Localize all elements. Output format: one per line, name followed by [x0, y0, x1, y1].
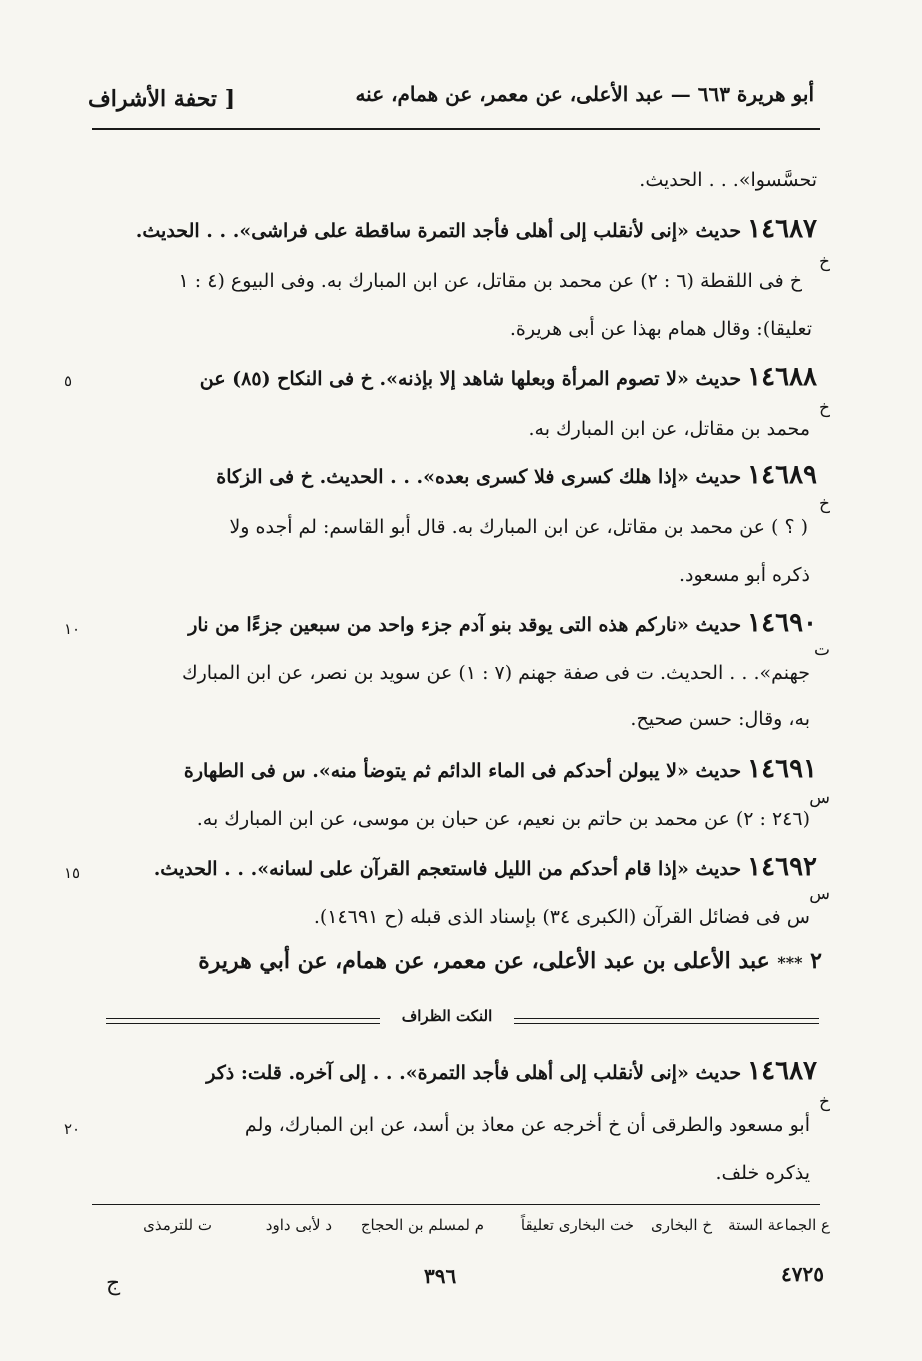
hadith-number: ١٤٦٩٢	[747, 852, 817, 882]
hadith-14687-line-2: خ فى اللقطة (٦ : ٢) عن محمد بن مقاتل، عن ابن المبارك به. وفى البيوع (٤ : ١	[178, 270, 802, 292]
hadith-14692-line-1	[154, 852, 817, 884]
hadith-14689-line-2: ( ؟ ) عن محمد بن مقاتل، عن ابن المبارك به. قال أبو القاسم: لم أجده ولا	[229, 516, 808, 538]
hadith-14690-line-2: جهنم». . . الحديث. ت فى صفة جهنم (٧ : ١) عن سويد بن نصر، عن ابن المبارك	[181, 662, 810, 684]
hadith-text: حديث «إذا هلك كسرى فلا كسرى بعده». . . الحديث. خ فى الزكاة	[216, 466, 742, 488]
source-siglum: خ	[819, 1092, 830, 1112]
source-siglum: خ	[819, 398, 830, 418]
nukat-line-2: أبو مسعود والطرقى أن خ أخرجه عن معاذ بن أسد، عن ابن المبارك، ولم	[244, 1114, 810, 1136]
hadith-14691-line-1	[184, 754, 817, 786]
nukat-label: النكت الظراف	[401, 1007, 493, 1025]
hadith-14687-line-3: تعليقا): وقال همام بهذا عن أبى هريرة.	[509, 318, 812, 340]
hadith-14689-line-1	[216, 460, 817, 492]
footnote-rule	[92, 1204, 820, 1205]
hadith-14687-line-1	[136, 214, 817, 246]
hadith-text: حديث «ناركم هذه التى يوقد بنو آدم جزء واحد من سبعين جزءًا من نار	[188, 614, 742, 636]
hadith-text: حديث «لا يبولن أحدكم فى الماء الدائم ثم يتوضأ منه». س فى الطهارة	[183, 760, 742, 782]
margin-line-number: ١٠	[64, 620, 81, 638]
source-siglum: س	[809, 884, 830, 904]
hadith-number: ١٤٦٨٧	[747, 214, 817, 244]
hadith-14688-line-1	[200, 362, 817, 394]
nukat-line-1	[206, 1056, 817, 1088]
page-number: ٣٩٦	[424, 1264, 457, 1288]
hadith-14690-line-3: به، وقال: حسن صحيح.	[630, 708, 810, 730]
source-siglum: خ	[819, 494, 830, 514]
hadith-14690-line-1	[188, 608, 817, 640]
hadith-number: ١٤٦٩١	[747, 754, 817, 784]
hadith-text: حديث «إنى لأنقلب إلى أهلى فأجد التمرة ساقطة على فراشى». . . الحديث.	[135, 220, 742, 242]
section-heading	[198, 948, 822, 974]
signature-mark: ج	[106, 1271, 121, 1296]
nukat-line-3: يذكره خلف.	[715, 1162, 810, 1184]
margin-line-number: ١٥	[64, 864, 81, 882]
section-number: ٢	[810, 948, 822, 974]
abbreviation: م لمسلم بن الحجاج	[360, 1216, 484, 1234]
divider-left	[106, 1018, 380, 1024]
section-stars: ***	[777, 953, 803, 972]
hadith-number: ١٤٦٨٧	[747, 1056, 817, 1086]
hadith-number: ١٤٦٩٠	[747, 608, 817, 638]
hadith-14688-line-2: محمد بن مقاتل، عن ابن المبارك به.	[528, 418, 810, 440]
book-title: [ تحفة الأشراف	[88, 86, 236, 112]
header-rule	[92, 128, 820, 130]
running-title: أبو هريرة ٦٦٣ — عبد الأعلى، عن معمر، عن همام، عنه	[355, 82, 814, 106]
hadith-text: حديث «لا تصوم المرأة وبعلها شاهد إلا بإذنه». خ فى النكاح (٨٥) عن	[199, 368, 742, 390]
hadith-number: ١٤٦٨٨	[747, 362, 817, 392]
abbreviation: ت للترمذى	[143, 1216, 212, 1234]
source-siglum: س	[809, 788, 830, 808]
hadith-text: حديث «إنى لأنقلب إلى أهلى فأجد التمرة». . . إلى آخره. قلت: ذكر	[206, 1062, 742, 1084]
abbreviation: خت البخارى تعليقاً	[520, 1216, 634, 1234]
source-siglum: خ	[819, 252, 830, 272]
section-title: عبد الأعلى بن عبد الأعلى، عن معمر، عن همام، عن أبي هريرة	[198, 948, 770, 974]
text-line: تحسَّسوا». . . الحديث.	[639, 169, 817, 191]
source-siglum: ت	[813, 640, 830, 660]
hadith-14689-line-3: ذكره أبو مسعود.	[678, 564, 810, 586]
abbreviation: خ البخارى	[651, 1216, 712, 1234]
divider-right	[514, 1018, 819, 1024]
hadith-14692-line-2: س فى فضائل القرآن (الكبرى ٣٤) بإسناد الذى قبله (ح ١٤٦٩١).	[313, 906, 810, 928]
hadith-14691-line-2: (٢٤٦ : ٢) عن محمد بن حاتم بن نعيم، عن حبان بن موسى، عن ابن المبارك به.	[196, 808, 810, 830]
hadith-number: ١٤٦٨٩	[747, 460, 817, 490]
hadith-text: حديث «إذا قام أحدكم من الليل فاستعجم القرآن على لسانه». . . الحديث.	[153, 858, 742, 880]
margin-line-number: ٥	[64, 372, 73, 390]
abbreviation: ع الجماعة الستة	[728, 1216, 830, 1234]
volume-page-number: ٤٧٢٥	[781, 1262, 824, 1286]
abbreviation: د لأبى داود	[265, 1216, 332, 1234]
margin-line-number: ٢٠	[64, 1120, 81, 1138]
